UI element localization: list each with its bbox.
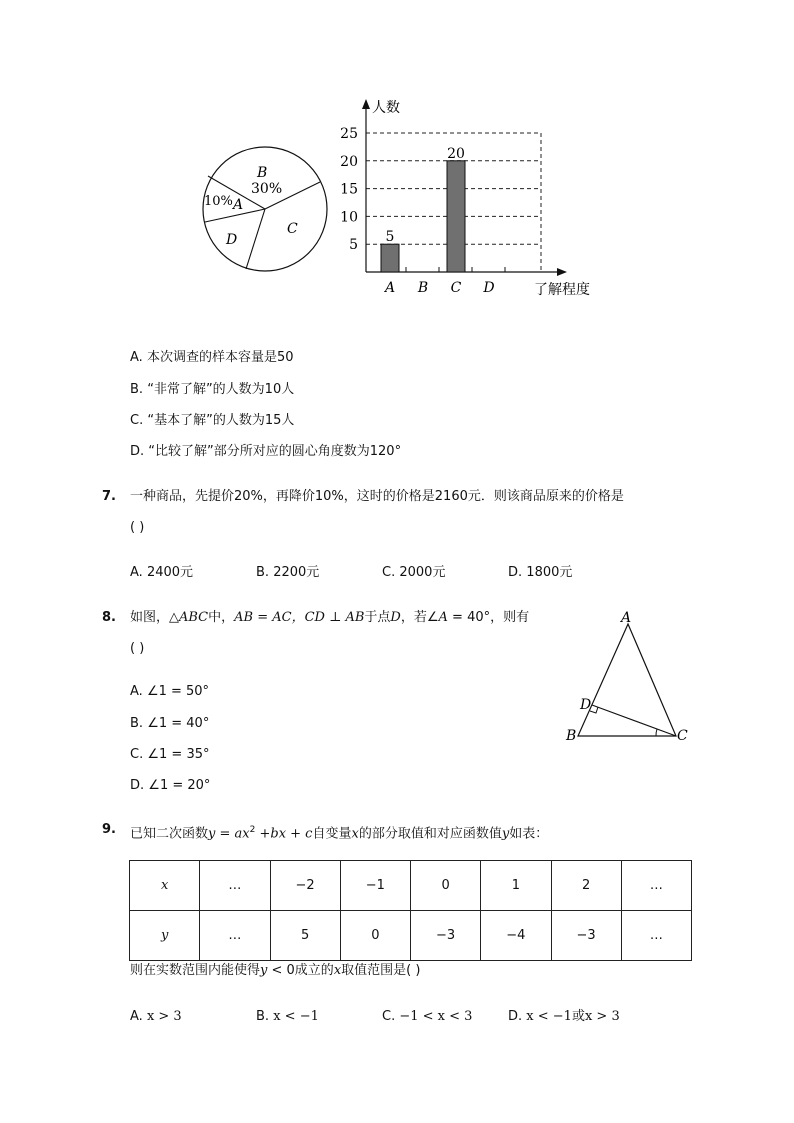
x-axis-label: 了解程度 [534, 282, 590, 298]
table-cell: −1 [340, 861, 410, 911]
q8-option-a[interactable] [130, 684, 209, 700]
option-letter: A. [130, 684, 143, 699]
option-text: 1800元 [526, 565, 573, 580]
pie-label-a-pct: 10% [204, 194, 233, 209]
q8-answer-paren: ( ) [130, 641, 145, 656]
q6-option-a[interactable] [130, 350, 293, 366]
table-cell-label: y [130, 911, 200, 961]
option-letter: B. [256, 1009, 270, 1024]
option-text: ∠1 = 35° [147, 747, 210, 762]
q6-option-d[interactable] [130, 444, 401, 460]
table-cell: 1 [481, 861, 551, 911]
option-text: x > 3 [146, 1009, 182, 1024]
option-letter: A. [130, 350, 143, 365]
y-axis-label: 人数 [372, 100, 400, 116]
q7-answer-paren: ( ) [130, 520, 145, 535]
pie-chart [195, 140, 335, 280]
option-letter: D. [130, 444, 145, 459]
option-text: ∠1 = 20° [148, 778, 211, 793]
q8-stem: 如图，△ABC中，AB = AC，CD ⊥ AB于点D，若∠A = 40°，则有 [130, 610, 530, 625]
y-tick-label: 10 [340, 209, 358, 226]
bar-a [381, 244, 399, 272]
pie-label-b: B [257, 165, 268, 181]
table-cell: … [200, 911, 270, 961]
q9-stem: 已知二次函数$y = ax^2 +bx + c$自变量x的部分取值和对应函数值y如表： [130, 825, 549, 842]
pie-label-a: A [233, 197, 244, 213]
table-cell: −4 [481, 911, 551, 961]
pie-divider-cd [246, 209, 265, 269]
q9-option-a[interactable] [130, 1009, 182, 1025]
table-cell: 5 [270, 911, 340, 961]
q7-option-d[interactable] [508, 565, 572, 581]
table-cell: 0 [340, 911, 410, 961]
y-tick-label: 15 [340, 181, 358, 198]
option-text: 2000元 [399, 565, 446, 580]
option-text: ∠1 = 50° [146, 684, 210, 699]
option-letter: A. [130, 1009, 143, 1024]
q6-option-b[interactable] [130, 382, 294, 398]
option-letter: C. [130, 747, 144, 762]
vertex-a-label: A [621, 610, 632, 626]
y-tick-label: 20 [340, 153, 358, 170]
x-category-label: A [384, 280, 396, 296]
option-text: ∠1 = 40° [147, 716, 210, 731]
option-text: 2400元 [146, 565, 194, 580]
table-cell: … [200, 861, 270, 911]
option-text: 本次调查的样本容量是50 [146, 350, 294, 365]
option-letter: B. [130, 382, 144, 397]
option-letter: D. [508, 1009, 523, 1024]
q6-option-c[interactable] [130, 413, 294, 429]
bar-chart [330, 92, 600, 302]
option-text: x < −1 [273, 1009, 319, 1024]
option-text: “基本了解”的人数为15人 [147, 413, 295, 428]
q7-stem: 一种商品，先提价20%，再降价10%，这时的价格是2160元．则该商品原来的价格是 [130, 489, 624, 504]
x-category-label: D [483, 280, 495, 296]
option-text: 2200元 [273, 565, 320, 580]
table-cell: 2 [551, 861, 621, 911]
option-letter: D. [508, 565, 523, 580]
triangle-figure [560, 605, 700, 745]
option-letter: C. [130, 413, 144, 428]
option-letter: C. [382, 565, 396, 580]
pie-label-c: C [287, 221, 298, 237]
q9-number: 9. [102, 822, 116, 837]
table-row-y [130, 911, 692, 961]
option-text: −1 < x < 3 [399, 1009, 473, 1024]
bar-c [447, 161, 465, 272]
bar-data-label: 20 [447, 145, 465, 162]
table-cell: −3 [411, 911, 481, 961]
value-table [129, 860, 692, 961]
q8-option-b[interactable] [130, 716, 209, 732]
y-tick-label: 5 [349, 237, 358, 254]
x-axis-arrow [557, 268, 567, 276]
pie-label-b-pct: 30% [251, 181, 283, 197]
q7-option-b[interactable] [256, 565, 319, 581]
pie-label-d: D [226, 232, 238, 248]
option-letter: B. [256, 565, 270, 580]
q9-option-b[interactable] [256, 1009, 319, 1025]
q9-option-c[interactable] [382, 1009, 472, 1025]
option-letter: C. [382, 1009, 396, 1024]
q8-option-c[interactable] [130, 747, 209, 763]
table-cell: −2 [270, 861, 340, 911]
table-row-x [130, 861, 692, 911]
x-category-label: C [450, 280, 462, 296]
table-cell: −3 [551, 911, 621, 961]
table-cell-label: x [130, 861, 200, 911]
table-cell: … [621, 911, 691, 961]
bar-data-label: 5 [385, 229, 395, 246]
q9-followup: 则在实数范围内能使得y < 0成立的x取值范围是( ) [130, 963, 421, 978]
vertex-b-label: B [566, 728, 577, 744]
x-category-label: B [417, 280, 429, 296]
q7-number: 7. [102, 489, 116, 504]
q7-option-c[interactable] [382, 565, 445, 581]
option-letter: D. [130, 778, 145, 793]
q7-option-a[interactable] [130, 565, 193, 581]
triangle-abc [578, 624, 676, 736]
segment-cd [592, 705, 676, 736]
q8-option-d[interactable] [130, 778, 210, 794]
option-text: “比较了解”部分所对应的圆心角度数为120° [148, 444, 402, 459]
y-tick-label: 25 [340, 126, 358, 142]
option-text: “非常了解”的人数为10人 [147, 382, 295, 397]
table-cell: … [621, 861, 691, 911]
angle-1-arc [656, 729, 657, 736]
y-axis-arrow [362, 99, 370, 109]
vertex-d-label: D [580, 697, 592, 713]
table-cell: 0 [411, 861, 481, 911]
vertex-c-label: C [677, 728, 688, 744]
q9-option-d[interactable] [508, 1009, 620, 1025]
option-letter: B. [130, 716, 144, 731]
option-text: x < −1或x > 3 [526, 1009, 620, 1024]
option-letter: A. [130, 565, 143, 580]
q8-number: 8. [102, 610, 116, 625]
